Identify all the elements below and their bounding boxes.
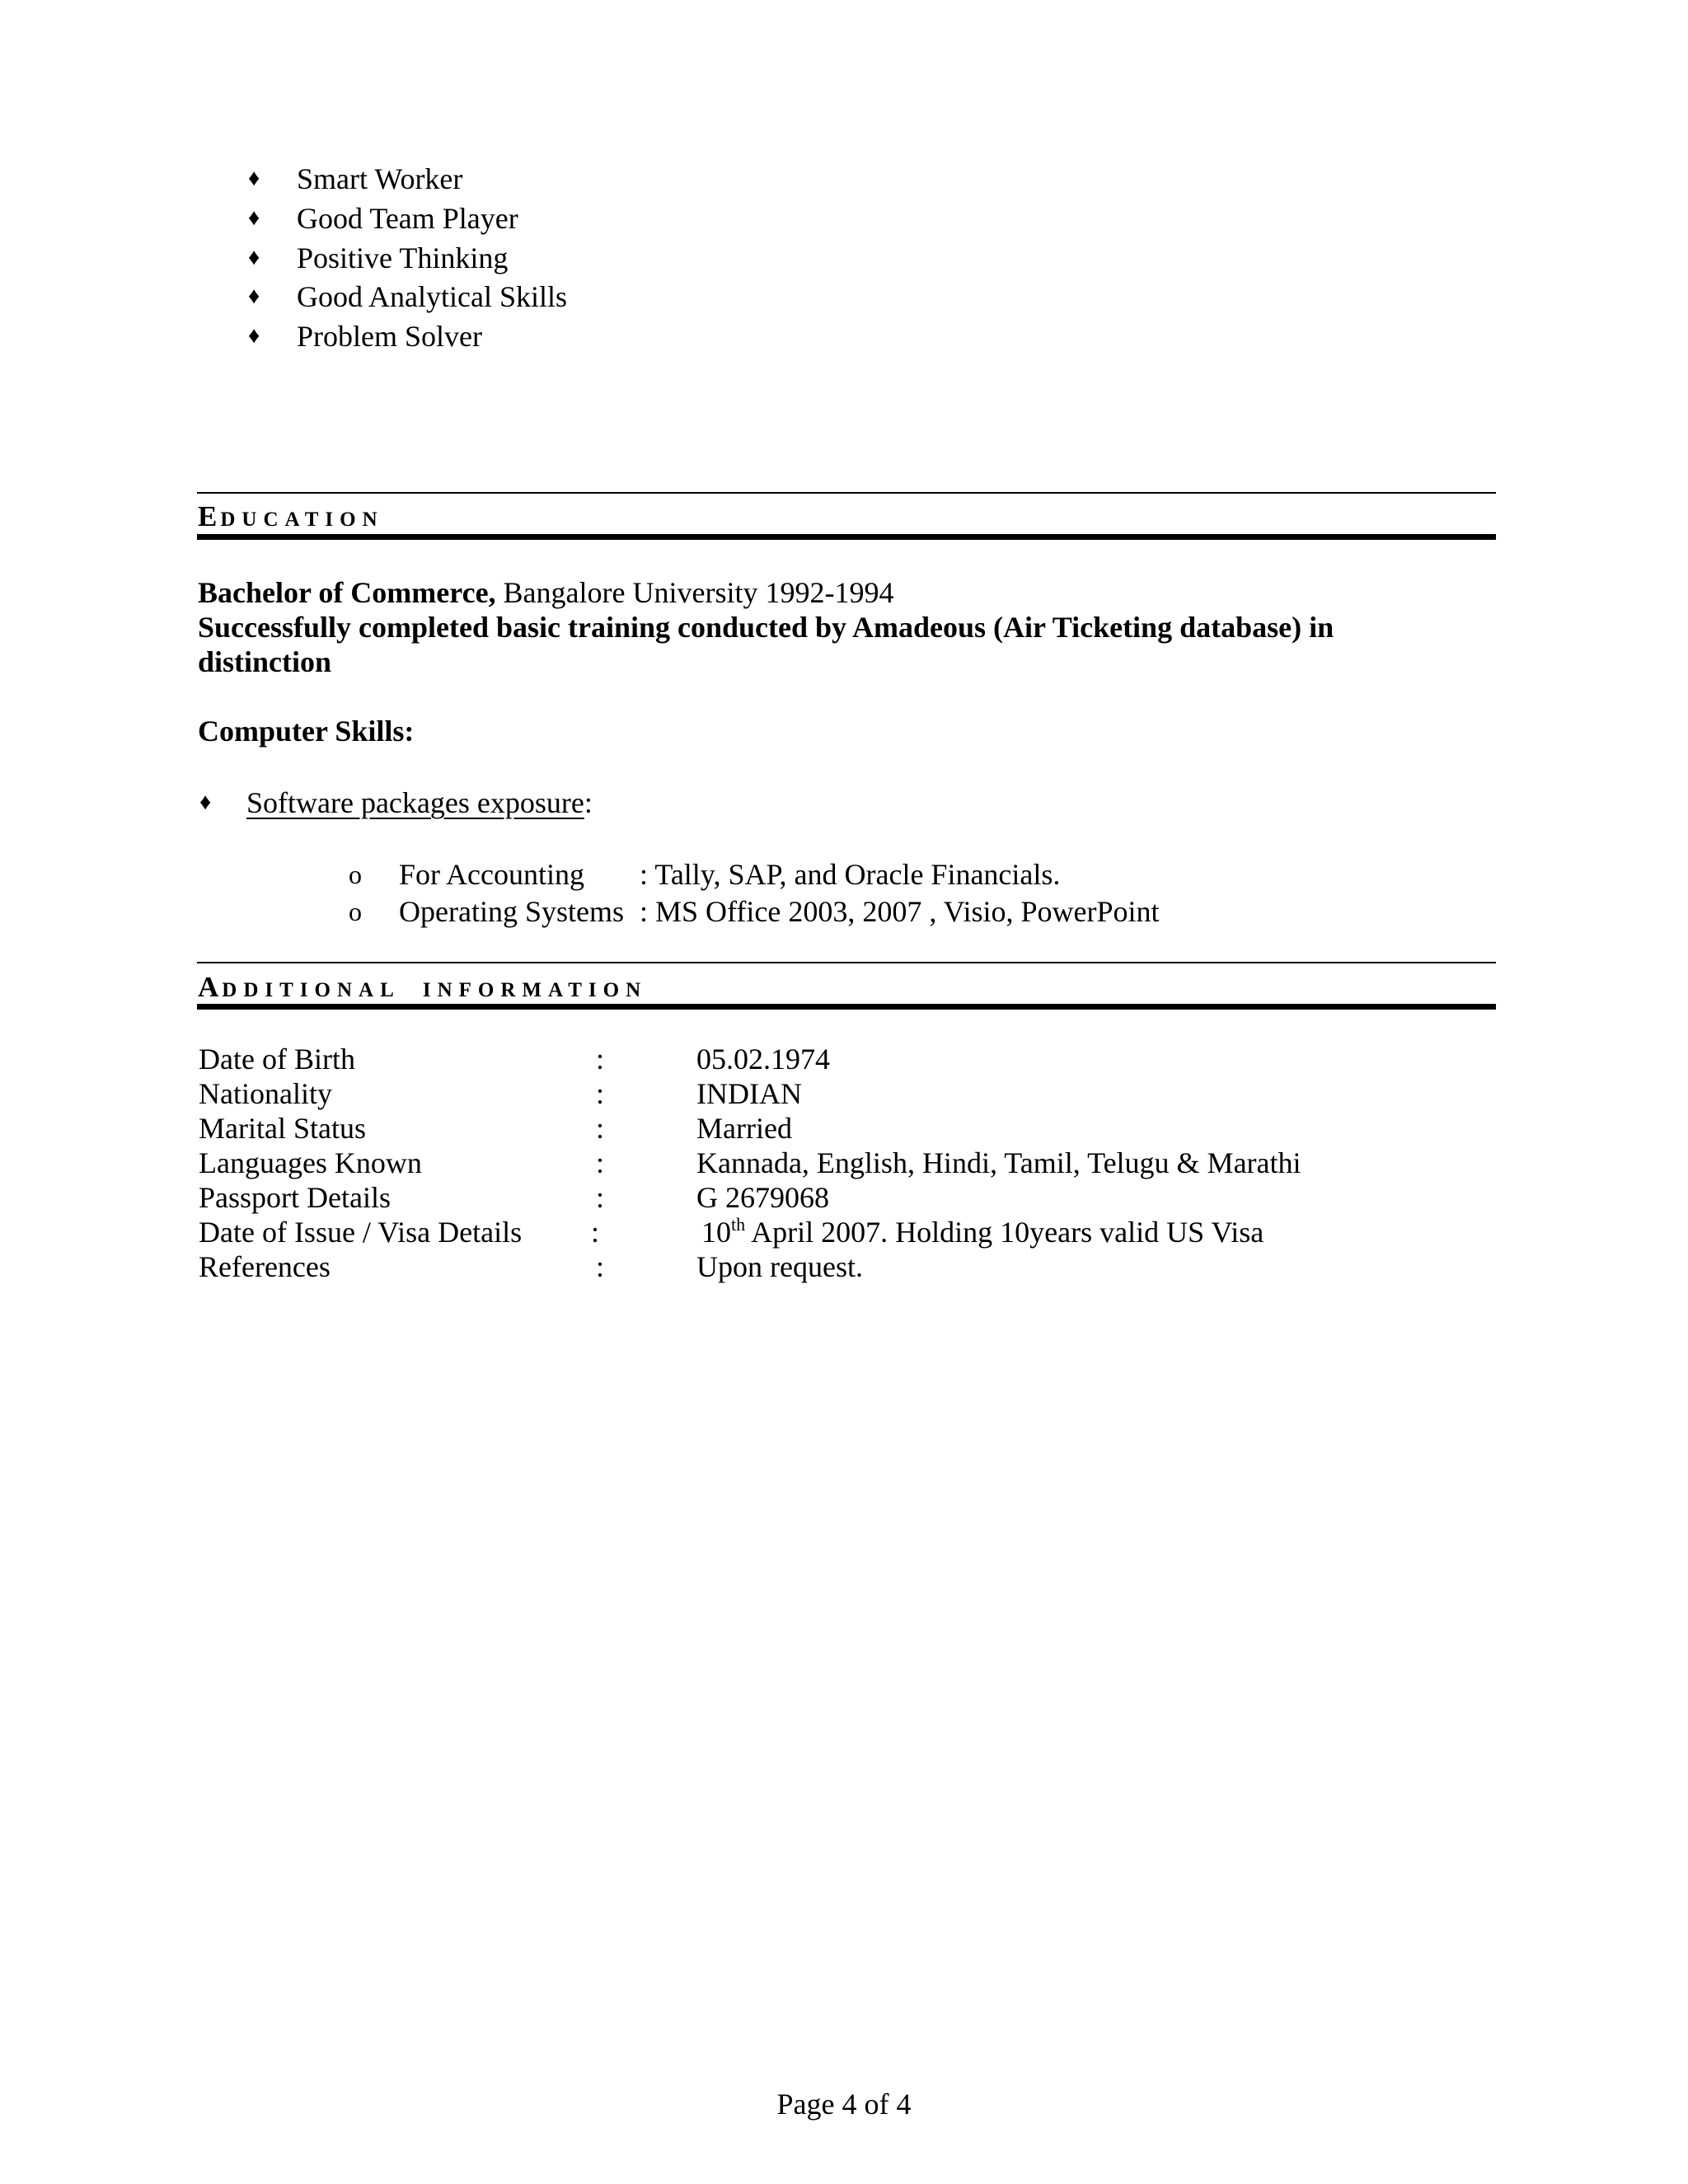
circle-bullet-icon: o	[349, 897, 362, 926]
info-value: 10th April 2007. Holding 10years valid US Visa	[701, 1214, 1264, 1249]
info-colon: :	[596, 1112, 605, 1145]
strength-label: Problem Solver	[297, 320, 482, 353]
info-colon: :	[591, 1216, 600, 1249]
info-colon: :	[596, 1043, 605, 1076]
training-line-continued: distinction	[198, 645, 332, 678]
diamond-bullet-icon: ♦	[248, 284, 260, 309]
info-label: Passport Details	[199, 1181, 391, 1214]
software-category: Operating Systems	[399, 895, 624, 928]
info-value: Kannada, English, Hindi, Tamil, Telugu & Marathi	[696, 1146, 1301, 1179]
strength-label: Good Team Player	[297, 202, 518, 235]
info-value: INDIAN	[696, 1077, 802, 1110]
section-bottom-rule	[197, 534, 1496, 540]
info-label: Date of Issue / Visa Details	[199, 1216, 523, 1249]
circle-bullet-icon: o	[349, 860, 362, 889]
info-colon: :	[596, 1181, 605, 1214]
computer-skills-heading: Computer Skills:	[198, 715, 415, 748]
section-top-rule	[197, 962, 1496, 963]
strength-label: Smart Worker	[297, 162, 463, 195]
diamond-bullet-icon: ♦	[248, 245, 260, 270]
info-value: 05.02.1974	[696, 1043, 830, 1076]
additional-info-heading: ADDITIONAL INFORMATION	[198, 971, 648, 1003]
strength-label: Good Analytical Skills	[297, 280, 567, 313]
degree-line: Bachelor of Commerce, Bangalore University 1992-1994	[198, 576, 894, 609]
diamond-bullet-icon: ♦	[248, 166, 260, 191]
training-line: Successfully completed basic training conducted by Amadeous (Air Ticketing database) in	[198, 611, 1334, 644]
software-list: : MS Office 2003, 2007 , Visio, PowerPoint	[640, 895, 1160, 928]
section-bottom-rule	[197, 1004, 1496, 1010]
diamond-bullet-icon: ♦	[248, 205, 260, 231]
info-label: Date of Birth	[199, 1043, 355, 1076]
info-value: G 2679068	[696, 1181, 829, 1214]
info-colon: :	[596, 1077, 605, 1110]
info-label: Languages Known	[199, 1146, 422, 1179]
info-label: References	[199, 1250, 331, 1283]
software-label: Software packages exposure	[246, 786, 584, 819]
info-label: Nationality	[199, 1077, 332, 1110]
education-heading: EDUCATION	[198, 500, 384, 532]
strength-label: Positive Thinking	[297, 241, 509, 274]
software-category: For Accounting	[399, 858, 584, 891]
info-colon: :	[596, 1250, 605, 1283]
section-top-rule	[197, 492, 1496, 494]
info-value: Married	[696, 1112, 792, 1145]
diamond-bullet-icon: ♦	[199, 790, 212, 815]
info-colon: :	[596, 1146, 605, 1179]
page-number: Page 4 of 4	[776, 2088, 912, 2121]
diamond-bullet-icon: ♦	[248, 323, 260, 349]
info-value: Upon request.	[696, 1250, 863, 1283]
software-list: : Tally, SAP, and Oracle Financials.	[640, 858, 1061, 891]
info-label: Marital Status	[199, 1112, 366, 1145]
